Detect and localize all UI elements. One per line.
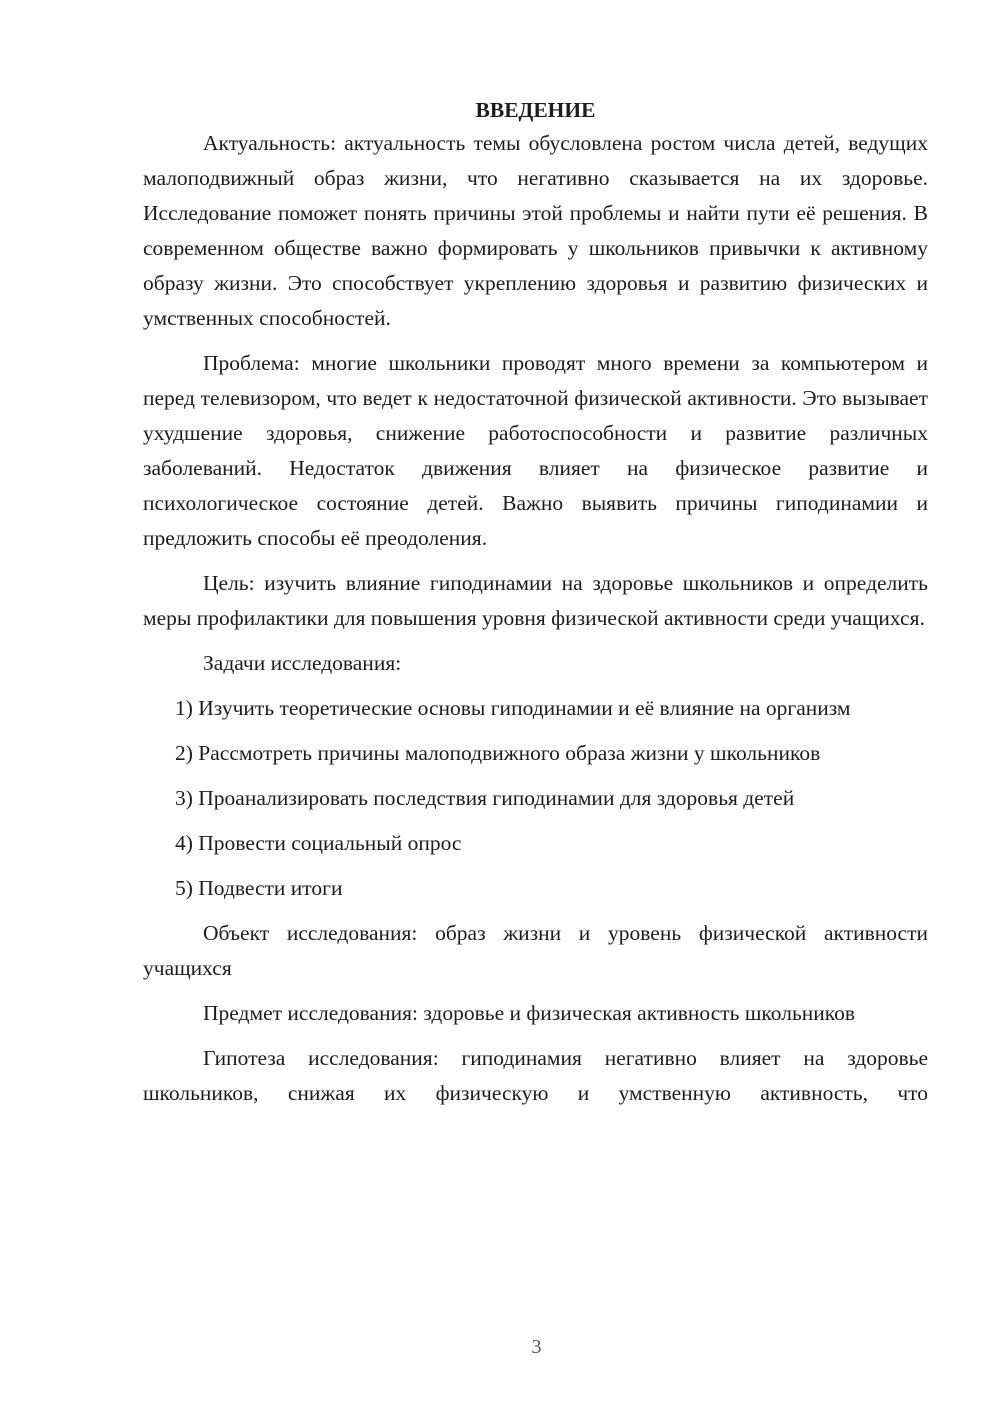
paragraph-relevance: Актуальность: актуальность темы обусловлена ростом числа детей, ведущих малоподвижный образ жизни, что негативно сказывается на их здоровье. Исследование поможет понять причины этой проблемы и найти пути её решения. В современном обществе важно формировать у школьников привычки к активному образу жизни. Это способствует укреплению здоровья и развитию физических и умственных способностей. [143, 131, 928, 330]
task-item: 3) Проанализировать последствия гиподинамии для здоровья детей [175, 786, 795, 810]
paragraph-object: Объект исследования: образ жизни и уровень физической активности учащихся [143, 921, 928, 980]
paragraph-subject: Предмет исследования: здоровье и физическая активность школьников [203, 1001, 856, 1025]
paragraph-problem: Проблема: многие школьники проводят много времени за компьютером и перед телевизором, что ведет к недостаточной физической активности. Это вызывает ухудшение здоровья, снижение работоспособности и развитие различных заболеваний. Недостаток движения влияет на физическое развитие и психологическое состояние детей. Важно выявить причины гиподинамии и предложить способы её преодоления. [143, 351, 928, 550]
task-item: 2) Рассмотреть причины малоподвижного образа жизни у школьников [175, 741, 821, 765]
task-item: 4) Провести социальный опрос [175, 831, 462, 855]
task-item: 1) Изучить теоретические основы гиподинамии и её влияние на организм [175, 696, 851, 720]
paragraph-hypothesis: Гипотеза исследования: гиподинамия негативно влияет на здоровье школьников, снижая их физическую и умственную активность, что [143, 1046, 928, 1105]
section-heading: ВВЕДЕНИЕ [475, 98, 596, 122]
task-item: 5) Подвести итоги [175, 876, 343, 900]
paragraph-goal: Цель: изучить влияние гиподинамии на здоровье школьников и определить меры профилактики для повышения уровня физической активности среди учащихся. [143, 571, 928, 630]
page-content [143, 94, 928, 1121]
tasks-title: Задачи исследования: [203, 651, 402, 675]
page-number: 3 [531, 1336, 542, 1358]
